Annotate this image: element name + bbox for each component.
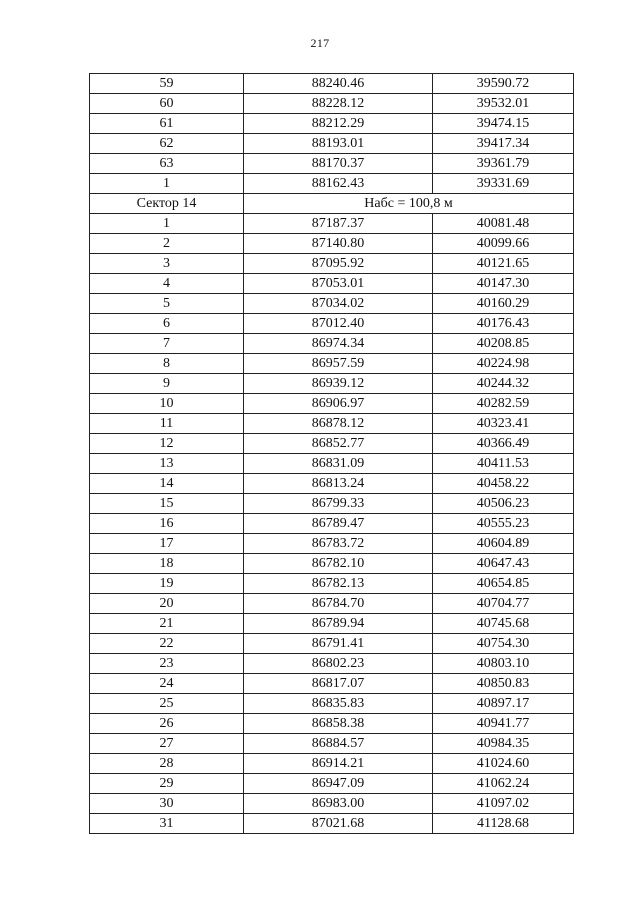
point-number-cell: 63 [90,154,244,174]
x-coordinate-cell: 86852.77 [244,434,433,454]
point-number-cell: 17 [90,534,244,554]
x-coordinate-cell: 86831.09 [244,454,433,474]
coordinates-rows-after [90,214,574,834]
y-coordinate-cell: 41062.24 [433,774,574,794]
x-coordinate-cell: 86906.97 [244,394,433,414]
y-coordinate-cell: 39361.79 [433,154,574,174]
x-coordinate-cell: 86947.09 [244,774,433,794]
point-number-cell: 16 [90,514,244,534]
table-row [90,634,574,654]
x-coordinate-cell: 86791.41 [244,634,433,654]
x-coordinate-cell: 86784.70 [244,594,433,614]
table-row [90,474,574,494]
point-number-cell: 22 [90,634,244,654]
table-row [90,134,574,154]
point-number-cell: 31 [90,814,244,834]
table-row [90,694,574,714]
table-row [90,714,574,734]
table-row [90,574,574,594]
y-coordinate-cell: 41097.02 [433,794,574,814]
y-coordinate-cell: 41024.60 [433,754,574,774]
y-coordinate-cell: 39474.15 [433,114,574,134]
x-coordinate-cell: 86782.13 [244,574,433,594]
point-number-cell: 9 [90,374,244,394]
point-number-cell: 10 [90,394,244,414]
y-coordinate-cell: 39590.72 [433,74,574,94]
table-row [90,214,574,234]
page-number: 217 [310,36,330,50]
x-coordinate-cell: 86813.24 [244,474,433,494]
table-row [90,614,574,634]
point-number-cell: 7 [90,334,244,354]
table-row [90,314,574,334]
table-row [90,234,574,254]
x-coordinate-cell: 87140.80 [244,234,433,254]
y-coordinate-cell: 40604.89 [433,534,574,554]
point-number-cell: 12 [90,434,244,454]
y-coordinate-cell: 39331.69 [433,174,574,194]
y-coordinate-cell: 40147.30 [433,274,574,294]
x-coordinate-cell: 88212.29 [244,114,433,134]
y-coordinate-cell: 40704.77 [433,594,574,614]
sector-label: Сектор 14 [90,194,244,214]
sector-header-row [90,194,574,214]
point-number-cell: 2 [90,234,244,254]
coordinates-rows-before [90,74,574,194]
x-coordinate-cell: 86817.07 [244,674,433,694]
y-coordinate-cell: 40282.59 [433,394,574,414]
y-coordinate-cell: 41128.68 [433,814,574,834]
y-coordinate-cell: 40941.77 [433,714,574,734]
x-coordinate-cell: 86802.23 [244,654,433,674]
x-coordinate-cell: 86783.72 [244,534,433,554]
y-coordinate-cell: 40506.23 [433,494,574,514]
point-number-cell: 19 [90,574,244,594]
point-number-cell: 30 [90,794,244,814]
sector-header [90,194,574,214]
point-number-cell: 61 [90,114,244,134]
table-row [90,94,574,114]
table-row [90,534,574,554]
x-coordinate-cell: 87021.68 [244,814,433,834]
point-number-cell: 62 [90,134,244,154]
point-number-cell: 28 [90,754,244,774]
point-number-cell: 8 [90,354,244,374]
table-row [90,394,574,414]
table-row [90,774,574,794]
x-coordinate-cell: 86974.34 [244,334,433,354]
point-number-cell: 24 [90,674,244,694]
point-number-cell: 1 [90,174,244,194]
x-coordinate-cell: 87053.01 [244,274,433,294]
table-row [90,514,574,534]
y-coordinate-cell: 40654.85 [433,574,574,594]
x-coordinate-cell: 86983.00 [244,794,433,814]
table-row [90,354,574,374]
table-row [90,594,574,614]
x-coordinate-cell: 86835.83 [244,694,433,714]
y-coordinate-cell: 40745.68 [433,614,574,634]
y-coordinate-cell: 40081.48 [433,214,574,234]
table-row [90,554,574,574]
y-coordinate-cell: 40647.43 [433,554,574,574]
point-number-cell: 15 [90,494,244,514]
point-number-cell: 6 [90,314,244,334]
x-coordinate-cell: 87095.92 [244,254,433,274]
point-number-cell: 60 [90,94,244,114]
sector-height: Набс = 100,8 м [244,194,574,214]
table-row [90,674,574,694]
point-number-cell: 1 [90,214,244,234]
point-number-cell: 23 [90,654,244,674]
table-row [90,274,574,294]
x-coordinate-cell: 86878.12 [244,414,433,434]
x-coordinate-cell: 87187.37 [244,214,433,234]
x-coordinate-cell: 86789.47 [244,514,433,534]
point-number-cell: 3 [90,254,244,274]
table-row [90,294,574,314]
point-number-cell: 27 [90,734,244,754]
x-coordinate-cell: 86939.12 [244,374,433,394]
x-coordinate-cell: 88228.12 [244,94,433,114]
x-coordinate-cell: 88193.01 [244,134,433,154]
y-coordinate-cell: 40160.29 [433,294,574,314]
table-row [90,174,574,194]
y-coordinate-cell: 40208.85 [433,334,574,354]
y-coordinate-cell: 40897.17 [433,694,574,714]
point-number-cell: 21 [90,614,244,634]
point-number-cell: 14 [90,474,244,494]
y-coordinate-cell: 40984.35 [433,734,574,754]
table-row [90,494,574,514]
x-coordinate-cell: 87034.02 [244,294,433,314]
table-row [90,814,574,834]
point-number-cell: 11 [90,414,244,434]
x-coordinate-cell: 88170.37 [244,154,433,174]
table-row [90,154,574,174]
table-row [90,254,574,274]
point-number-cell: 13 [90,454,244,474]
table-row [90,114,574,134]
point-number-cell: 25 [90,694,244,714]
y-coordinate-cell: 40803.10 [433,654,574,674]
y-coordinate-cell: 40099.66 [433,234,574,254]
x-coordinate-cell: 86789.94 [244,614,433,634]
table-row [90,414,574,434]
x-coordinate-cell: 86799.33 [244,494,433,514]
y-coordinate-cell: 40323.41 [433,414,574,434]
y-coordinate-cell: 40850.83 [433,674,574,694]
x-coordinate-cell: 86858.38 [244,714,433,734]
point-number-cell: 18 [90,554,244,574]
x-coordinate-cell: 88162.43 [244,174,433,194]
y-coordinate-cell: 39417.34 [433,134,574,154]
y-coordinate-cell: 40458.22 [433,474,574,494]
y-coordinate-cell: 40411.53 [433,454,574,474]
point-number-cell: 20 [90,594,244,614]
point-number-cell: 4 [90,274,244,294]
point-number-cell: 26 [90,714,244,734]
table-row [90,454,574,474]
point-number-cell: 29 [90,774,244,794]
x-coordinate-cell: 88240.46 [244,74,433,94]
x-coordinate-cell: 87012.40 [244,314,433,334]
y-coordinate-cell: 40244.32 [433,374,574,394]
x-coordinate-cell: 86914.21 [244,754,433,774]
table-row [90,734,574,754]
table-row [90,654,574,674]
table-row [90,334,574,354]
y-coordinate-cell: 40366.49 [433,434,574,454]
y-coordinate-cell: 40754.30 [433,634,574,654]
x-coordinate-cell: 86957.59 [244,354,433,374]
x-coordinate-cell: 86782.10 [244,554,433,574]
coordinates-table [89,73,574,834]
y-coordinate-cell: 39532.01 [433,94,574,114]
y-coordinate-cell: 40555.23 [433,514,574,534]
point-number-cell: 59 [90,74,244,94]
table-row [90,434,574,454]
x-coordinate-cell: 86884.57 [244,734,433,754]
y-coordinate-cell: 40176.43 [433,314,574,334]
y-coordinate-cell: 40224.98 [433,354,574,374]
point-number-cell: 5 [90,294,244,314]
table-row [90,754,574,774]
table-row [90,374,574,394]
table-row [90,794,574,814]
y-coordinate-cell: 40121.65 [433,254,574,274]
table-row [90,74,574,94]
